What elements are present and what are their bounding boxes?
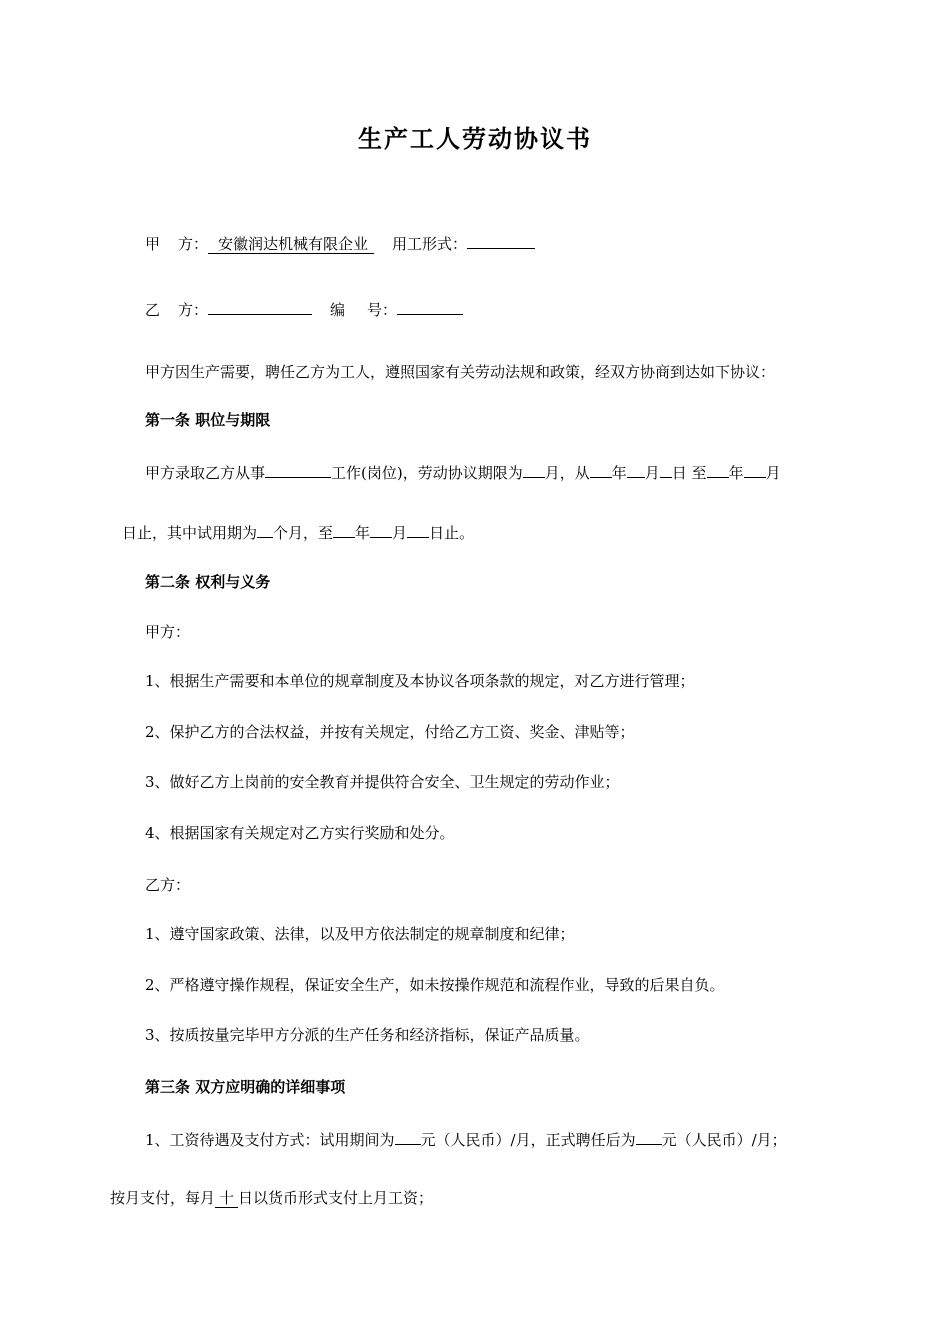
formal-wage-blank[interactable] bbox=[636, 1128, 662, 1145]
start-month-blank[interactable] bbox=[627, 461, 645, 478]
wage-line-1: 1、工资待遇及支付方式：试用期间为 元（人民币）/月，正式聘任后为 元（人民币）/月； bbox=[145, 1128, 787, 1150]
article-1-line-2: 日止，其中试用期为 个月，至 年 月 日止。 bbox=[122, 521, 474, 543]
article-2-party-a-item: 1、根据生产需要和本单位的规章制度及本协议各项条款的规定，对乙方进行管理； bbox=[145, 672, 695, 690]
job-blank[interactable] bbox=[265, 461, 331, 478]
article-2-party-a-label: 甲方： bbox=[145, 623, 191, 641]
article-2-party-b-item: 2、严格遵守操作规程，保证安全生产，如未按操作规范和流程作业，导致的后果自负。 bbox=[145, 976, 725, 994]
start-day-blank[interactable] bbox=[660, 461, 672, 478]
end-month-blank[interactable] bbox=[744, 461, 766, 478]
article-2-heading: 第二条 权利与义务 bbox=[145, 573, 271, 591]
article-2-party-b-item: 3、按质按量完毕甲方分派的生产任务和经济指标，保证产品质量。 bbox=[145, 1026, 590, 1044]
employment-form-label: 用工形式： bbox=[392, 235, 468, 253]
article-1-line-1: 甲方录取乙方从事 工作(岗位)，劳动协议期限为 月，从 年 月 日 至 年 月 bbox=[145, 461, 781, 483]
probation-wage-blank[interactable] bbox=[395, 1128, 421, 1145]
wage-line-2: 按月支付，每月 十 日以货币形式支付上月工资； bbox=[110, 1189, 434, 1207]
number-blank[interactable] bbox=[397, 298, 463, 315]
party-a-row bbox=[145, 232, 535, 254]
article-3-heading: 第三条 双方应明确的详细事项 bbox=[145, 1078, 346, 1096]
party-a-company: 安徽润达机械有限企业 bbox=[208, 235, 374, 254]
intro-paragraph: 甲方因生产需要，聘任乙方为工人，遵照国家有关劳动法规和政策，经双方协商到达如下协议： bbox=[145, 363, 776, 381]
probation-day-blank[interactable] bbox=[407, 521, 429, 538]
number-label: 编 号： bbox=[330, 301, 398, 319]
party-a-label: 甲 方： bbox=[145, 235, 209, 253]
start-year-blank[interactable] bbox=[590, 461, 612, 478]
article-1-heading: 第一条 职位与期限 bbox=[145, 411, 271, 429]
pay-day-value: 十 bbox=[215, 1189, 238, 1208]
term-blank[interactable] bbox=[523, 461, 545, 478]
employment-form-blank[interactable] bbox=[467, 232, 535, 249]
party-b-row bbox=[145, 298, 463, 320]
article-2-party-b-label: 乙方： bbox=[145, 876, 191, 894]
probation-months-blank[interactable] bbox=[257, 521, 273, 538]
article-2-party-a-item: 2、保护乙方的合法权益，并按有关规定，付给乙方工资、奖金、津贴等； bbox=[145, 723, 635, 741]
probation-year-blank[interactable] bbox=[333, 521, 355, 538]
document-title: 生产工人劳动协议书 bbox=[358, 124, 592, 153]
party-b-label: 乙 方： bbox=[145, 301, 209, 319]
article-2-party-a-item: 4、根据国家有关规定对乙方实行奖励和处分。 bbox=[145, 824, 455, 842]
party-b-blank[interactable] bbox=[208, 298, 312, 315]
article-2-party-b-item: 1、遵守国家政策、法律，以及甲方依法制定的规章制度和纪律； bbox=[145, 925, 575, 943]
probation-month-blank[interactable] bbox=[370, 521, 392, 538]
article-2-party-a-item: 3、做好乙方上岗前的安全教育并提供符合安全、卫生规定的劳动作业； bbox=[145, 773, 620, 791]
end-year-blank[interactable] bbox=[707, 461, 729, 478]
